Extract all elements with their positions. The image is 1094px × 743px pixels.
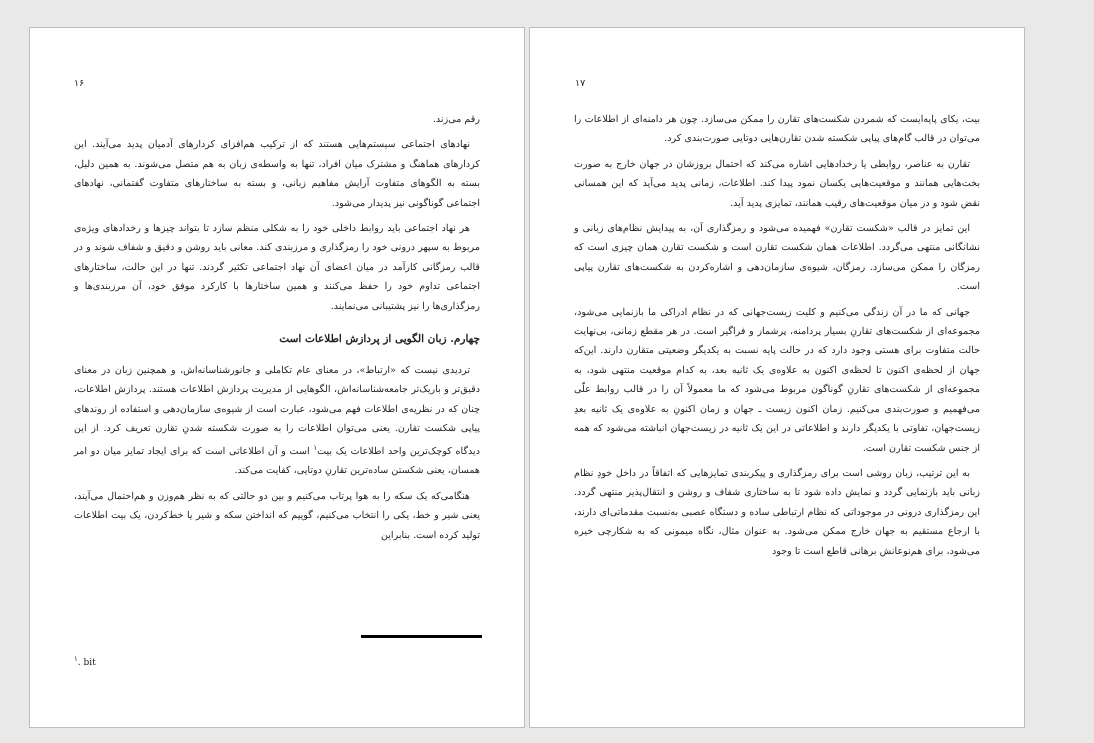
paragraph: بیت، یکای پایه‌ایست که شمردن شکست‌های تقارن را ممکن می‌سازد. چون هر دامنه‌ای از اطلاعات را می‌توان در قالب گام‌های پیاپی شکسته شدن تقارن‌هایی دوتایی صورت‌بندی کرد. bbox=[574, 114, 980, 145]
footnote-marker: ۱ bbox=[74, 655, 78, 663]
footnote-separator bbox=[361, 635, 482, 638]
footnote bbox=[74, 655, 96, 668]
paragraph bbox=[74, 361, 480, 481]
page-number: ۱۶ bbox=[74, 78, 85, 89]
paragraph-text: است و آن اطلاعاتی است که برای ایجاد تمایز میان دو امر همسان، یعنی شکستن ساده‌ترین تقارنِ دوتایی، کفایت می‌کند. bbox=[74, 445, 480, 477]
paragraph: نهادهای اجتماعی سیستم‌هایی هستند که از ترکیب هم‌افزای کردارهای آدمیان پدید می‌آیند. این کردارهای هماهنگ و مشترک میان افراد، تنها به واسطه‌ی زبان به هم متصل می‌شوند. به همین دلیل، بسته به الگوهای متفاوت آرایش مفاهیم زبانی، و بسته به ساختارهای متفاوت گفتمانی، نهادهای اجتماعی گوناگونی نیز پدیدار می‌شود. bbox=[74, 139, 480, 209]
footnote-reference[interactable]: ۱ bbox=[313, 443, 318, 452]
paragraph: این تمایز در قالب «شکست تقارن» فهمیده می‌شود و رمزگذاری آن، به پیدایش نظام‌های زبانی و نشانگانی منتهی می‌گردد. اطلاعات همان شکست تقارن است و شکست تقارن همان چیزی است که رمزگان را ممکن می‌سازد. رمزگان، شیوه‌ی سازمان‌دهی و اشاره‌کردن به شکست‌های تقارن پیاپی است. bbox=[574, 223, 980, 293]
footnote-text: . bit bbox=[77, 658, 96, 668]
paragraph: هنگامی‌که یک سکه را به هوا پرتاب می‌کنیم و بین دو حالتی که به نظر هم‌وزن و هم‌احتمال می‌آیند، یعنی شیر و خط، یکی را انتخاب می‌کنیم، گوییم که انداختن سکه و شیر یا خط‌کردن، یک بیت اطلاعات تولید کرده است. بنابراین bbox=[74, 490, 480, 541]
paragraph: به این ترتیب، زبان روشی است برای رمزگذاری و پیکربندی تمایزهایی که اتفاقاً در داخل خودِ نظام زبانی باید بازنمایی گردد و نمایش داده شود تا به ساختاری شفاف و روشن و انتقال‌پذیر منتهی گردد. این رمزگذاری درونی در موجوداتی که نظام ارتباطی ساده و دستگاه عصبی به‌نسبت مقدماتی‌ای دارند، با ارجاع مستقیم به جهان خارج ممکن می‌شود. به عنوان مثال، نگاه میمونی که به شکارچی خیره می‌شود، برای هم‌نوعانش برهانی قاطع است تا وجود bbox=[574, 467, 980, 557]
right-page bbox=[529, 27, 1025, 728]
paragraph: تقارن به عناصر، روابطی یا رخدادهایی اشاره می‌کند که احتمال بروزشان در جهان خارج به صورت بخت‌هایی همانند و موقعیت‌هایی یکسان نمود پیدا کند. اطلاعات، زمانی پدید می‌آید که این همسانی نقض شود و در میان موقعیت‌های رقیب همانند، تمایزی پدید آید. bbox=[574, 158, 980, 209]
page-body bbox=[574, 110, 980, 567]
page-number: ۱۷ bbox=[575, 78, 586, 89]
paragraph: هر نهاد اجتماعی باید روابط داخلی خود را به شکلی منظم سازد تا بتواند چیزها و رخدادهای ویژه‌ی مربوط به سپهر درونی خود را رمزگذاری و مرزبندی کند. معانی باید روشن و دقیق و شفاف شوند و در قالب رمزگانی کارآمد در میان اعضای آن نهاد اجتماعی تکثیر گردند. تنها در این حالت، ساختارهای اجتماعی تداوم خود را حفظ می‌کنند و همین ساختارها با کارکرد موفق خود، آن مرزبندی‌ها و رمزگذاری‌ها را نیز پشتیبانی می‌نمایند. bbox=[74, 223, 480, 312]
paragraph-text: تردیدی نیست که «ارتباط»، در معنای عام تکاملی و جانورشناسانه‌اش، و همچنین زبان در معنای دقیق‌تر و باریک‌تر جامعه‌شناسانه‌اش، الگوهایی از مدیریت پردازش اطلاعات هستند. پردازش اطلاعات، چنان که در نظریه‌ی اطلاعات فهم می‌شود، عبارت است از شیوه‌ی سازمان‌دهی و استفاده از روندهای پیاپی شکست تقارن. یعنی می‌توان اطلاعات را به صورت شکسته شدنِ تقارن تعریف کرد. از این دیدگاه کوچک‌ترین واحد اطلاعات یک بیت bbox=[74, 365, 480, 457]
paragraph: رقم می‌زند. bbox=[432, 114, 480, 125]
left-page bbox=[29, 27, 525, 728]
paragraph: جهانی که ما در آن زندگی می‌کنیم و کلیت زیست‌جهانی که در نظام ادراکی ما بازنمایی می‌شود، مجموعه‌ای از شکست‌های تقارنِ بسیار پردامنه، پرشمار و فراگیر است. در هر مقطع زمانی، بی‌نهایت حالت متفاوت برای هستی وجود دارد که در حالت پایه نسبت به یکدیگر وضعیتی متقارن دارند. این‌که جهان از لحظه‌ی اکنون تا لحظه‌ی اکنون به علاوه‌ی یک ثانیه بعد، به کدام موقعیت منتهی شود، به مجموعه‌ای از شکست‌های تقارنِ گوناگون مربوط می‌شود که ما معمولاً آن را در قالب روابط علّی می‌فهمیم و صورت‌بندی می‌کنیم. زمان اکنون زیست ـ جهان و زمان اکنونِ به علاوه‌ی یک ثانیه بعدِ زیست‌جهان، تفاوتی با یکدیگر دارند و اطلاعاتی در این یک ثانیه در زیست‌جهان انباشته می‌شود که همه از جنس شکست تقارن است. bbox=[574, 306, 980, 454]
page-body bbox=[74, 110, 480, 551]
section-heading: چهارم. زبان الگویی از پردازش اطلاعات است bbox=[279, 333, 480, 346]
